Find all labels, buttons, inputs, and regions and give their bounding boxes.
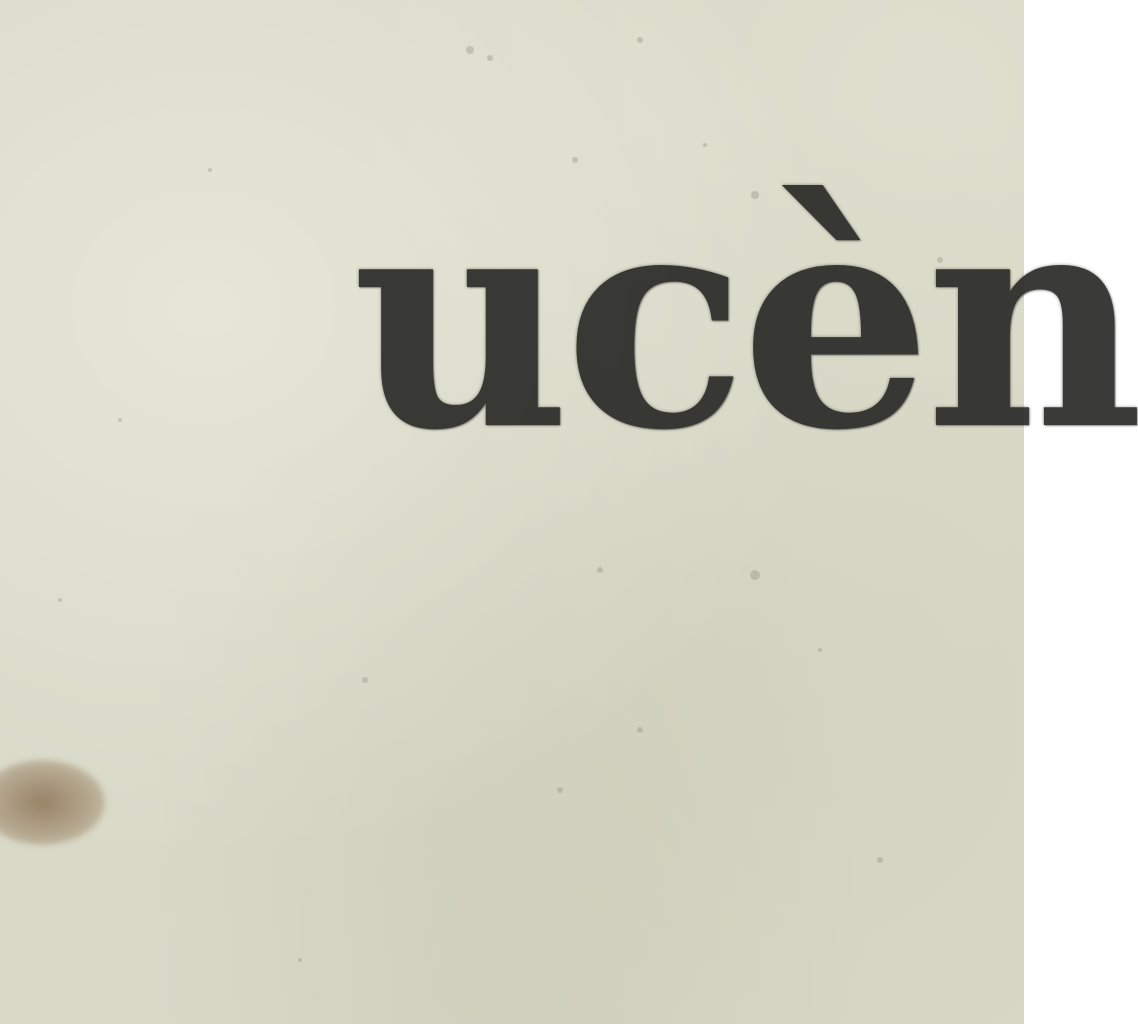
printed-word: ucèn	[352, 143, 1138, 496]
